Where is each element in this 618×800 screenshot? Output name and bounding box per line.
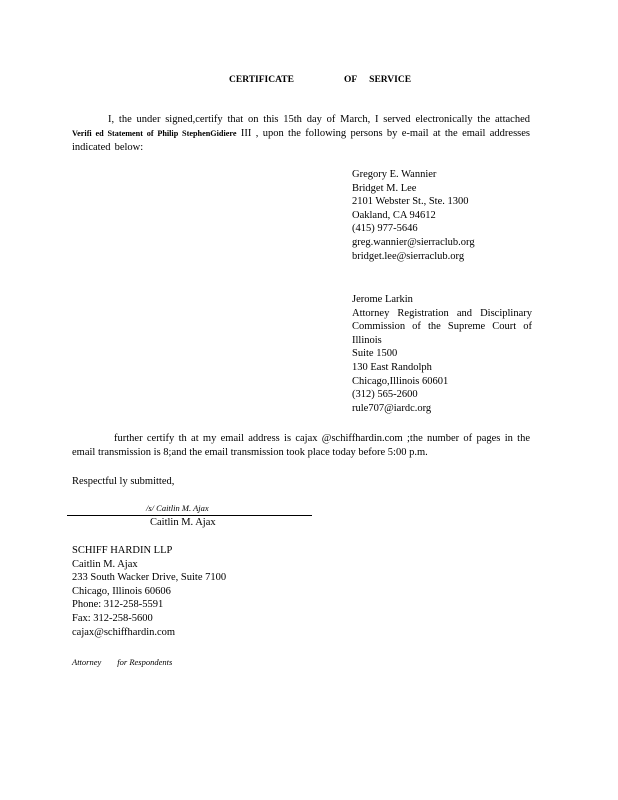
electronic-signature: /s/ Caitlin M. Ajax: [146, 503, 209, 513]
recipient2-organization: Attorney Registration and Disciplinary Commission of the Supreme Court of Illinois: [352, 307, 532, 346]
recipient1-email: greg.wannier@sierraclub.org: [352, 236, 475, 248]
recipient2-phone: (312) 565-2600: [352, 389, 418, 401]
recipient2-email: rule707@iardc.org: [352, 402, 432, 414]
intro-paragraph: [72, 113, 530, 156]
title-word-of: OF: [343, 75, 358, 85]
firm-fax: Fax: 312-258-5600: [72, 612, 153, 624]
recipient-address-block-1: [352, 168, 532, 263]
recipient1-line: (415) 977-5646: [352, 223, 418, 235]
intro-text-part1: I, the under signed,certify that on this 15th day of March, I served electronically the attached: [108, 114, 530, 125]
firm-city: Chicago, Illinois 60606: [72, 585, 171, 597]
recipient2-name: Jerome Larkin: [352, 294, 413, 305]
firm-address-block: [72, 544, 226, 639]
for-respondents-text: for Respondents: [117, 657, 173, 667]
recipient1-line: Oakland, CA 94612: [352, 209, 436, 221]
recipient1-line: Gregory E. Wannier: [352, 169, 437, 180]
closing-text: Respectful ly submitted,: [72, 476, 175, 487]
certification-text: further certify th at my email address is cajax @schiffhardin.com ;the number of pages in the email transmission is 8;and the email transmission took place today before 5:00 p.m.: [72, 433, 530, 459]
firm-street: 233 South Wacker Drive, Suite 7100: [72, 572, 227, 584]
firm-name: SCHIFF HARDIN LLP: [72, 545, 173, 556]
intro-document-name: Verifi ed Statement of Philip StephenGidiere: [72, 129, 237, 139]
recipient-address-block-2: [352, 293, 532, 415]
recipient1-email: bridget.lee@sierraclub.org: [352, 250, 465, 262]
recipient1-line: Bridget M. Lee: [352, 182, 417, 194]
document-title: [229, 74, 411, 87]
certification-paragraph: [72, 432, 530, 460]
firm-attorney-name: Caitlin M. Ajax: [72, 558, 138, 570]
firm-email: cajax@schiffhardin.com: [72, 626, 176, 638]
attorney-word: Attorney: [72, 657, 102, 667]
title-word-service: SERVICE: [369, 75, 412, 85]
intro-text-part2: III , upon the following persons by e-mail at the email addresses indicated below:: [72, 128, 530, 154]
recipient2-suite: Suite 1500: [352, 348, 398, 360]
attorney-for-respondents: [72, 657, 172, 668]
recipient1-line: 2101 Webster St., Ste. 1300: [352, 196, 469, 208]
recipient2-city: Chicago,Illinois 60601: [352, 375, 449, 387]
recipient2-street: 130 East Randolph: [352, 361, 432, 373]
signer-name: Caitlin M. Ajax: [150, 517, 216, 528]
title-word-certificate: CERTIFICATE: [229, 75, 294, 85]
firm-phone: Phone: 312-258-5591: [72, 599, 164, 611]
